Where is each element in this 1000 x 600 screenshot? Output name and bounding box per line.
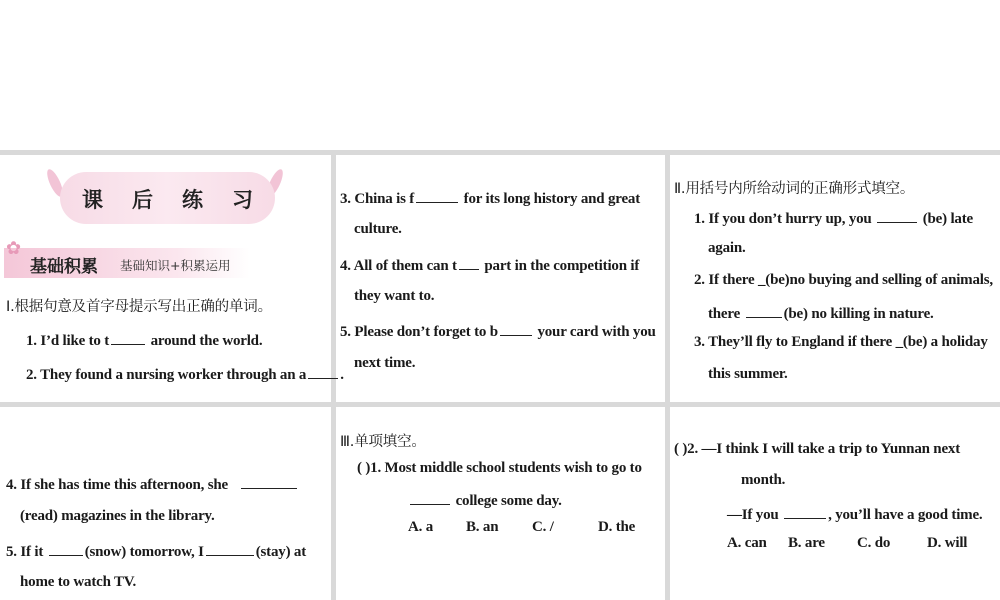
question-2-reply: —If you , you’ll have a good time.	[727, 504, 982, 524]
section-banner	[4, 248, 250, 278]
flower-icon: ✿	[6, 238, 22, 258]
title-char-2: 后	[132, 188, 153, 212]
question-5-cont: next time.	[354, 355, 416, 371]
gap-vertical-2	[665, 150, 670, 600]
option-d[interactable]: D. will	[927, 535, 968, 551]
question-1: 1. If you don’t hurry up, you (be) late	[694, 208, 973, 228]
answer-blank[interactable]	[410, 490, 450, 505]
question-5: 5. Please don’t forget to b your card with you	[340, 321, 656, 341]
question-4: 4. All of them can t part in the competition if	[340, 255, 639, 275]
answer-paren[interactable]: ( )	[357, 460, 371, 476]
question-2: ( )2. —I think I will take a trip to Yunnan next	[674, 441, 961, 457]
gap-top	[0, 150, 1000, 155]
question-4-cont: they want to.	[354, 288, 435, 304]
title-char-3: 练	[182, 188, 203, 212]
part1-heading: Ⅰ.根据句意及首字母提示写出正确的单词。	[6, 299, 272, 315]
gap-middle	[0, 402, 1000, 407]
question-3: 3. China is f for its long history and great	[340, 188, 640, 208]
answer-blank[interactable]	[459, 255, 479, 270]
question-5-cont: home to watch TV.	[20, 574, 137, 590]
question-2: 2. If there _(be)no buying and selling of animals,	[694, 272, 993, 288]
answer-blank[interactable]	[877, 208, 917, 223]
question-1-cont: again.	[708, 240, 746, 256]
answer-blank[interactable]	[206, 541, 254, 556]
answer-blank[interactable]	[500, 321, 532, 336]
answer-blank[interactable]	[746, 303, 782, 318]
question-2-cont: there (be) no killing in nature.	[708, 303, 934, 323]
answer-blank[interactable]	[416, 188, 458, 203]
title-char-1: 课	[82, 188, 103, 212]
question-4: 4. If she has time this afternoon, she	[6, 474, 299, 494]
title-char-4: 习	[232, 188, 253, 212]
answer-blank[interactable]	[784, 504, 826, 519]
question-4-cont: (read) magazines in the library.	[20, 508, 215, 524]
question-1-cont: college some day.	[408, 490, 562, 510]
answer-blank[interactable]	[111, 330, 145, 345]
question-2: 2. They found a nursing worker through an a .	[26, 364, 344, 384]
option-c[interactable]: C. do	[857, 535, 891, 551]
answer-blank[interactable]	[241, 474, 297, 489]
option-b[interactable]: B. an	[466, 519, 499, 535]
answer-blank[interactable]	[49, 541, 83, 556]
option-b[interactable]: B. are	[788, 535, 825, 551]
question-1: 1. I’d like to t around the world.	[26, 330, 262, 350]
option-a[interactable]: A. a	[408, 519, 434, 535]
answer-blank[interactable]	[308, 364, 338, 379]
section-title: 基础积累	[30, 257, 98, 277]
question-3-cont: this summer.	[708, 366, 788, 382]
part3-heading: Ⅲ.单项填空。	[340, 434, 426, 450]
question-5: 5. If it (snow) tomorrow, I (stay) at	[6, 541, 306, 561]
exercise-title	[60, 172, 275, 224]
question-1: ( )1. Most middle school students wish to go to	[357, 460, 642, 476]
part2-heading: Ⅱ.用括号内所给动词的正确形式填空。	[674, 181, 915, 197]
option-d[interactable]: D. the	[598, 519, 636, 535]
question-2-cont: month.	[741, 472, 786, 488]
question-3-cont: culture.	[354, 221, 402, 237]
option-a[interactable]: A. can	[727, 535, 767, 551]
question-3: 3. They’ll fly to England if there _(be) a holiday	[694, 334, 988, 350]
option-c[interactable]: C. /	[532, 519, 554, 535]
section-subtitle: 基础知识+积累运用	[120, 258, 231, 273]
answer-paren[interactable]: ( )	[674, 441, 688, 457]
